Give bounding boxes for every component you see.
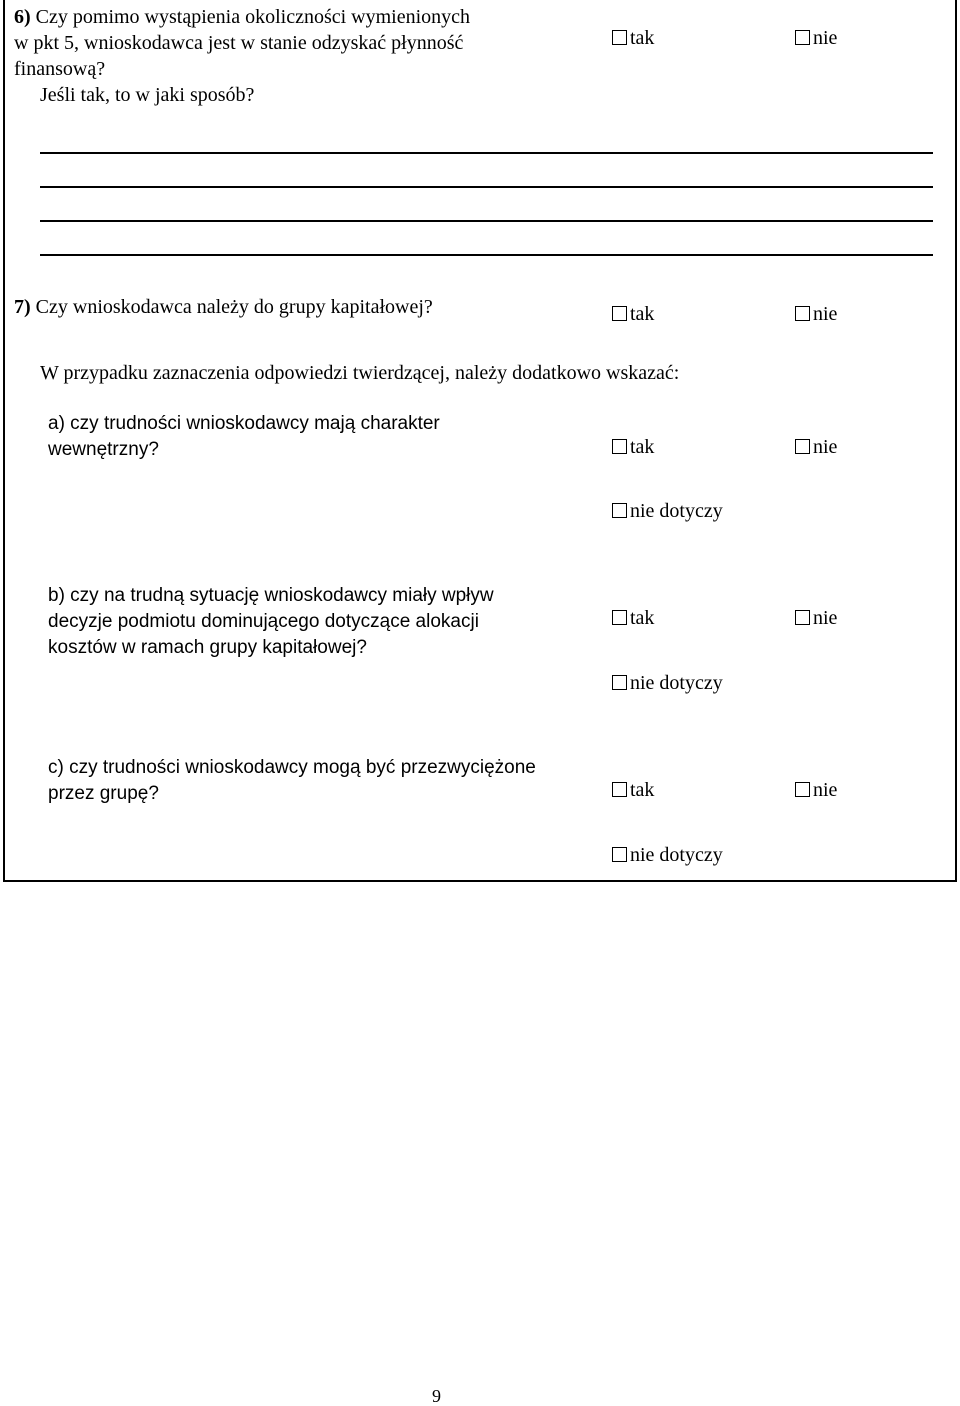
qa-na-option[interactable] [612, 499, 723, 523]
qa-na-label: nie dotyczy [630, 500, 723, 522]
qa-yes-checkbox[interactable] [612, 439, 627, 454]
q7-no-option[interactable] [795, 302, 837, 326]
question-7-number: 7) [14, 296, 31, 318]
q7-yes-checkbox[interactable] [612, 306, 627, 321]
question-6-line-3: finansową? [14, 58, 106, 80]
qc-yes-option[interactable] [612, 778, 654, 802]
sub-question-c-line-1: c) czy trudności wnioskodawcy mogą być przezwyciężone [48, 757, 536, 778]
qb-yes-checkbox[interactable] [612, 610, 627, 625]
answer-line-4[interactable] [40, 254, 933, 256]
qa-no-checkbox[interactable] [795, 439, 810, 454]
question-6 [14, 4, 470, 108]
qc-yes-label: tak [630, 779, 655, 801]
q7-no-label: nie [813, 303, 838, 325]
sub-question-a [48, 411, 440, 463]
qc-na-label: nie dotyczy [630, 844, 723, 866]
question-6-line-2: w pkt 5, wnioskodawca jest w stanie odzyskać płynność [14, 32, 464, 54]
answer-line-2[interactable] [40, 186, 933, 188]
sub-question-b-line-3: kosztów w ramach grupy kapitałowej? [48, 637, 367, 658]
qc-na-checkbox[interactable] [612, 847, 627, 862]
qb-na-label: nie dotyczy [630, 672, 723, 694]
qa-yes-option[interactable] [612, 435, 654, 459]
q7-yes-option[interactable] [612, 302, 654, 326]
sub-question-c-line-2: przez grupę? [48, 783, 159, 804]
qc-no-option[interactable] [795, 778, 837, 802]
qb-no-checkbox[interactable] [795, 610, 810, 625]
qc-yes-checkbox[interactable] [612, 782, 627, 797]
qa-na-checkbox[interactable] [612, 503, 627, 518]
sub-question-a-line-2: wewnętrzny? [48, 439, 159, 460]
question-6-sub: Jeśli tak, to w jaki sposób? [40, 84, 255, 106]
question-6-line-1: Czy pomimo wystąpienia okoliczności wymienionych [35, 6, 471, 28]
qb-yes-label: tak [630, 607, 655, 629]
q6-yes-checkbox[interactable] [612, 30, 627, 45]
question-7-note: W przypadku zaznaczenia odpowiedzi twierdzącej, należy dodatkowo wskazać: [40, 362, 680, 384]
answer-line-3[interactable] [40, 220, 933, 222]
sub-question-b-line-2: decyzje podmiotu dominującego dotyczące alokacji [48, 611, 479, 632]
qb-na-checkbox[interactable] [612, 675, 627, 690]
question-7 [14, 294, 433, 320]
qb-no-option[interactable] [795, 606, 837, 630]
sub-question-b [48, 583, 494, 661]
q7-yes-label: tak [630, 303, 655, 325]
page-number: 9 [432, 1386, 441, 1406]
question-6-number: 6) [14, 6, 31, 28]
sub-question-a-line-1: a) czy trudności wnioskodawcy mają charakter [48, 413, 440, 434]
qb-yes-option[interactable] [612, 606, 654, 630]
q6-no-checkbox[interactable] [795, 30, 810, 45]
q6-no-option[interactable] [795, 26, 837, 50]
qa-yes-label: tak [630, 436, 655, 458]
sub-question-c [48, 755, 536, 807]
qa-no-option[interactable] [795, 435, 837, 459]
qc-no-checkbox[interactable] [795, 782, 810, 797]
q7-no-checkbox[interactable] [795, 306, 810, 321]
qc-no-label: nie [813, 779, 838, 801]
qa-no-label: nie [813, 436, 838, 458]
q6-yes-label: tak [630, 27, 655, 49]
qb-no-label: nie [813, 607, 838, 629]
answer-line-1[interactable] [40, 152, 933, 154]
question-7-text: Czy wnioskodawca należy do grupy kapitałowej? [35, 296, 433, 318]
qb-na-option[interactable] [612, 671, 723, 695]
sub-question-b-line-1: b) czy na trudną sytuację wnioskodawcy miały wpływ [48, 585, 494, 606]
q6-no-label: nie [813, 27, 838, 49]
q6-yes-option[interactable] [612, 26, 654, 50]
qc-na-option[interactable] [612, 843, 723, 867]
